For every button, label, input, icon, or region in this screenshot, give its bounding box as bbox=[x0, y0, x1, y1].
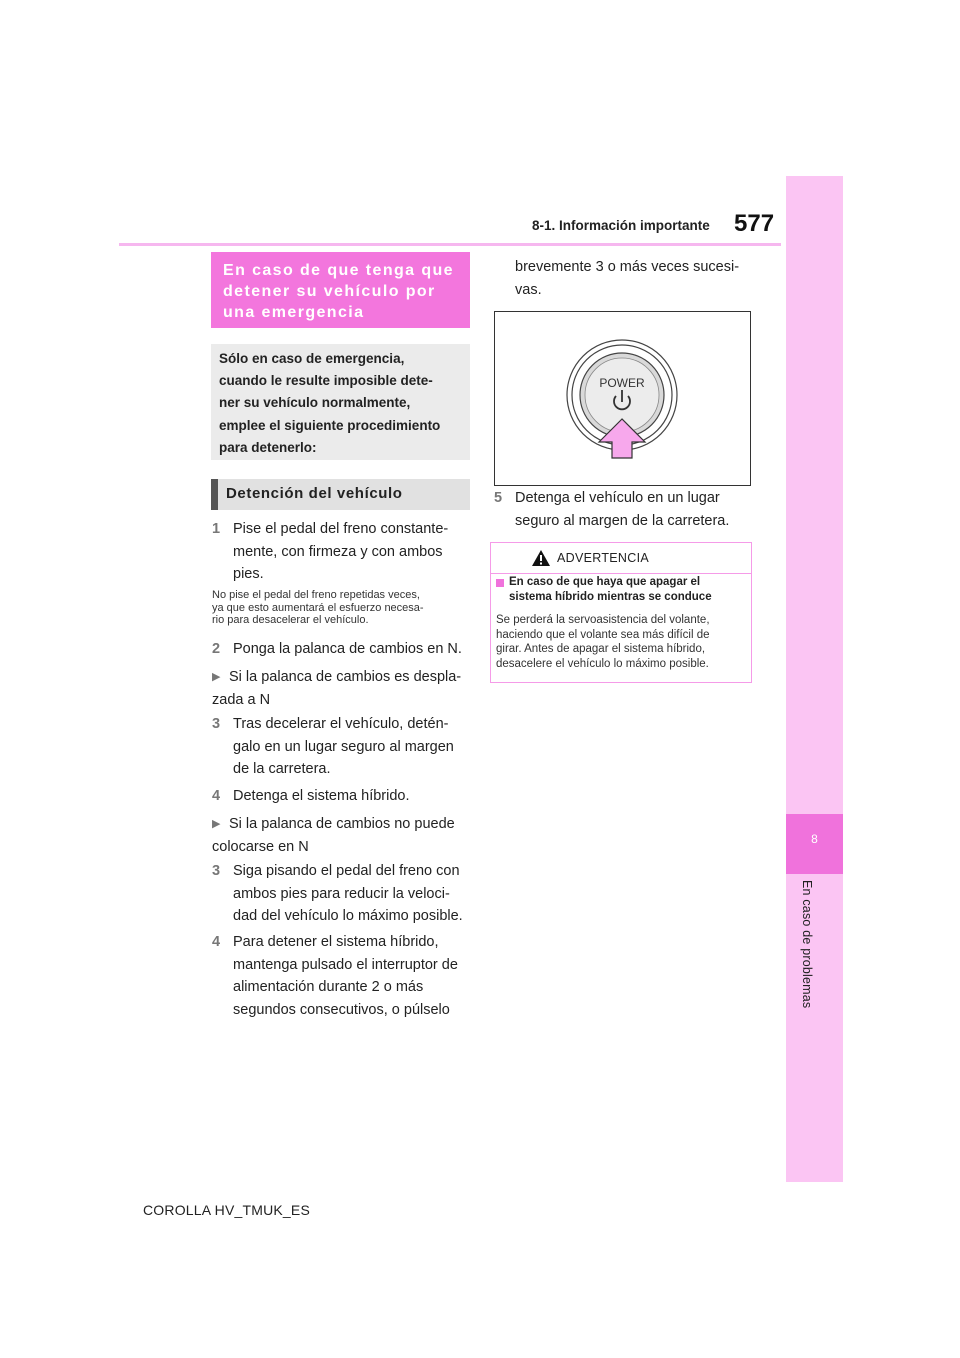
warning-subtitle-line: sistema híbrido mientras se conduce bbox=[509, 591, 712, 603]
step-line: mente, con firmeza y con ambos bbox=[233, 543, 443, 560]
step-line: Pise el pedal del freno constante- bbox=[233, 521, 449, 537]
step-line: brevemente 3 o más veces sucesi- bbox=[515, 259, 740, 275]
step-3a bbox=[212, 713, 474, 781]
step-line: dad del vehículo lo máximo posible. bbox=[233, 908, 463, 924]
step-line: ambos pies para reducir la veloci- bbox=[233, 885, 450, 902]
step-line: alimentación durante 2 o más bbox=[233, 979, 424, 995]
intro-text bbox=[219, 348, 467, 459]
warning-title: ADVERTENCIA bbox=[557, 551, 649, 565]
warning-body-line: girar. Antes de apagar el sistema híbrido, bbox=[496, 643, 706, 655]
branch-shiftable bbox=[212, 666, 474, 711]
power-button-figure bbox=[494, 311, 751, 486]
step-5 bbox=[494, 487, 756, 532]
step-line: pies. bbox=[233, 566, 264, 582]
step-4b bbox=[212, 931, 474, 1021]
warning-body-line: Se perderá la servoasistencia del volante, bbox=[496, 614, 710, 626]
step-line: Detenga el sistema híbrido. bbox=[233, 788, 410, 804]
step-2 bbox=[212, 638, 474, 661]
section-reference: 8-1. Información importante bbox=[532, 218, 710, 233]
warning-body-line: desacelere el vehículo lo máximo posible. bbox=[496, 657, 709, 670]
step-4b-continued bbox=[494, 256, 756, 301]
square-bullet-icon bbox=[496, 579, 504, 587]
section-title-box bbox=[211, 252, 470, 328]
step-line: Tras decelerar el vehículo, detén- bbox=[233, 716, 449, 732]
warning-icon bbox=[531, 549, 551, 567]
branch-line: Si la palanca de cambios no puede bbox=[229, 816, 455, 832]
branch-line: zada a N bbox=[212, 691, 271, 708]
chapter-label: En caso de problemas bbox=[800, 880, 814, 1009]
step-line: seguro al margen de la carretera. bbox=[515, 512, 730, 529]
warning-body-line: haciendo que el volante sea más difícil de bbox=[496, 628, 710, 641]
step-line: vas. bbox=[515, 281, 542, 298]
step-line: Ponga la palanca de cambios en N. bbox=[233, 641, 462, 657]
subheading: Detención del vehículo bbox=[226, 485, 403, 502]
warning-subtitle bbox=[509, 575, 745, 605]
step-line: segundos consecutivos, o púlselo bbox=[233, 1001, 450, 1018]
step-1-note bbox=[212, 589, 474, 627]
step-number: 5 bbox=[494, 490, 503, 506]
warning-subtitle-line: En caso de que haya que apagar el bbox=[509, 576, 701, 588]
intro-box bbox=[211, 344, 470, 460]
subheading-bar bbox=[211, 479, 218, 510]
page-number: 577 bbox=[734, 210, 775, 237]
step-4a bbox=[212, 785, 474, 808]
step-line: Detenga el vehículo en un lugar bbox=[515, 490, 720, 506]
intro-line: cuando le resulte imposible dete- bbox=[219, 373, 433, 389]
warning-box bbox=[490, 542, 752, 683]
step-1 bbox=[212, 518, 474, 586]
branch-line: Si la palanca de cambios es despla- bbox=[229, 669, 462, 685]
warning-body bbox=[496, 613, 748, 671]
step-3b bbox=[212, 860, 474, 928]
step-number: 3 bbox=[212, 716, 221, 732]
note-line: rio para desacelerar el vehículo. bbox=[212, 614, 369, 626]
section-title: En caso de que tenga que detener su vehículo por una emergencia bbox=[223, 262, 454, 321]
power-label: POWER bbox=[599, 376, 645, 390]
triangle-bullet-icon: ▶ bbox=[212, 818, 221, 830]
intro-line: para detenerlo: bbox=[219, 439, 317, 455]
step-line: Siga pisando el pedal del freno con bbox=[233, 863, 460, 879]
step-number: 4 bbox=[212, 934, 221, 950]
branch-line: colocarse en N bbox=[212, 838, 309, 855]
triangle-bullet-icon: ▶ bbox=[212, 671, 221, 683]
side-strip bbox=[786, 176, 843, 1182]
note-line: ya que esto aumentará el esfuerzo necesa- bbox=[212, 601, 424, 614]
step-number: 1 bbox=[212, 521, 221, 537]
power-button-illustration bbox=[495, 312, 750, 485]
warning-header bbox=[491, 543, 751, 574]
step-line: Para detener el sistema híbrido, bbox=[233, 934, 439, 950]
step-number: 2 bbox=[212, 641, 221, 657]
subheading-box bbox=[211, 479, 470, 510]
footer-model: COROLLA HV_TMUK_ES bbox=[143, 1202, 310, 1218]
step-line: de la carretera. bbox=[233, 761, 331, 777]
note-line: No pise el pedal del freno repetidas veces, bbox=[212, 589, 420, 601]
branch-not-shiftable bbox=[212, 813, 474, 858]
header-rule bbox=[119, 243, 781, 246]
step-number: 3 bbox=[212, 863, 221, 879]
intro-line: ner su vehículo normalmente, bbox=[219, 395, 411, 411]
step-number: 4 bbox=[212, 788, 221, 804]
step-line: galo en un lugar seguro al margen bbox=[233, 738, 454, 755]
chapter-number: 8 bbox=[811, 832, 818, 846]
step-line: mantenga pulsado el interruptor de bbox=[233, 956, 458, 973]
intro-line: Sólo en caso de emergencia, bbox=[219, 351, 405, 366]
intro-line: emplee el siguiente procedimiento bbox=[219, 417, 441, 433]
